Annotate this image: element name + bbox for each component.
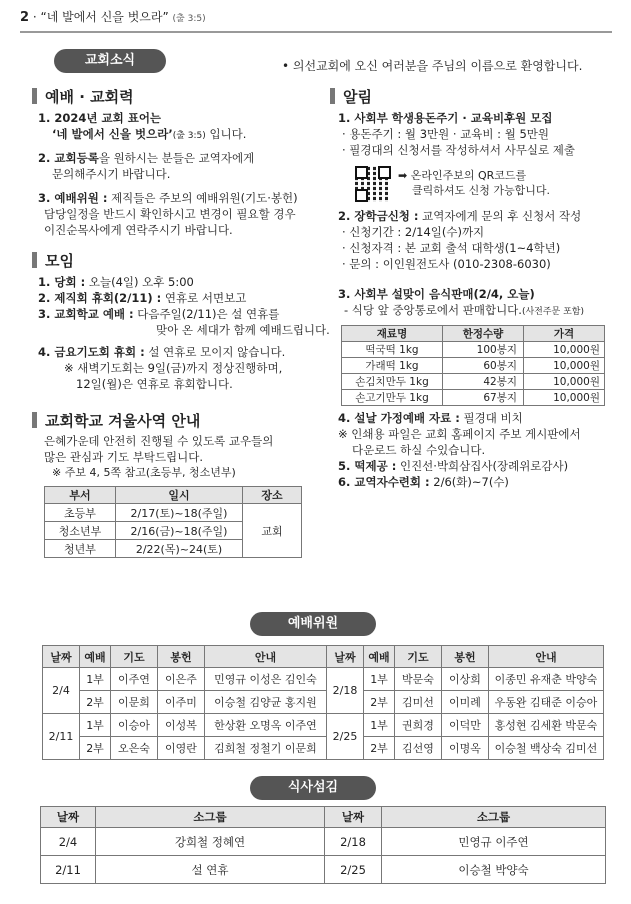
page-header — [20, 8, 206, 25]
duty-date: 2/4 — [43, 668, 80, 714]
notice-6-body: 2/6(화)~7(수) — [429, 475, 509, 489]
duty-service: 2부 — [80, 691, 111, 714]
food-item: 가래떡 1kg — [342, 358, 443, 374]
worship-item-2-body: 을 원하시는 분들은 교역자에게 — [98, 151, 255, 165]
duty-col-service: 예배 — [80, 646, 111, 668]
duty-usher: 한상환 오명옥 이주연 — [205, 714, 327, 737]
duty-prayer: 김미선 — [395, 691, 442, 714]
notice-2-contact: · 문의 : 이인원전도사 (010-2308-6030) — [342, 257, 551, 271]
duty-prayer: 권희경 — [395, 714, 442, 737]
winter-place: 교회 — [243, 504, 302, 558]
table-row — [342, 358, 605, 374]
qr-caption-2: 클릭하셔도 신청 가능합니다. — [412, 184, 551, 197]
duty-prayer: 김선영 — [395, 737, 442, 760]
duty-service: 2부 — [364, 737, 395, 760]
food-col-price: 가격 — [524, 326, 605, 342]
meal-col-date: 날짜 — [41, 807, 96, 828]
page-title: “네 발에서 신을 벗으라” — [40, 10, 169, 24]
notice-2-title: 2. 장학금신청 : — [338, 209, 419, 223]
motto-ref: (출 3:5) — [172, 131, 206, 141]
page-number: 2 — [20, 10, 30, 25]
qr-caption — [398, 168, 550, 198]
duty-col-usher: 안내 — [205, 646, 327, 668]
winter-col-date: 일시 — [116, 487, 243, 504]
food-price: 10,000원 — [524, 358, 605, 374]
winter-desc — [44, 433, 273, 481]
duty-offering: 이성복 — [158, 714, 205, 737]
winter-dept: 청소년부 — [45, 522, 116, 540]
duty-pill: 예배위원 — [250, 612, 376, 636]
food-price: 10,000원 — [524, 342, 605, 358]
welcome-text: • 의선교회에 오신 여러분을 주님의 이름으로 환영합니다. — [282, 59, 583, 73]
section-marker — [32, 88, 37, 104]
food-price: 10,000원 — [524, 390, 605, 406]
news-pill: 교회소식 — [54, 49, 166, 73]
notice-1-b: · 필경대의 신청서를 작성하셔서 사무실로 제출 — [342, 143, 576, 157]
notice-5-body: 인진선·박희삼집사(장례위로감사) — [396, 459, 569, 473]
food-qty: 42봉지 — [443, 374, 524, 390]
duty-service: 2부 — [364, 691, 395, 714]
duty-date: 2/25 — [327, 714, 364, 760]
notice-1-title: 1. 사회부 학생용돈주기 · 교육비후원 모집 — [338, 111, 553, 125]
notice-3-title: 3. 사회부 설맞이 음식판매(2/4, 오늘) — [338, 287, 535, 301]
table-row — [41, 828, 606, 856]
meal-table — [40, 806, 606, 884]
worship-item-1-tail: 입니다. — [205, 127, 247, 141]
duty-usher: 우동완 김태준 이승아 — [489, 691, 604, 714]
food-col-item: 재료명 — [342, 326, 443, 342]
duty-col-usher: 안내 — [489, 646, 604, 668]
winter-note: ※ 주보 4, 5쪽 참고(초등부, 청소년부) — [52, 466, 236, 479]
duty-offering: 이주미 — [158, 691, 205, 714]
food-item: 떡국떡 1kg — [342, 342, 443, 358]
winter-heading — [32, 410, 200, 431]
duty-col-date: 날짜 — [327, 646, 364, 668]
duty-offering: 이미례 — [442, 691, 489, 714]
duty-service: 1부 — [80, 714, 111, 737]
table-row — [43, 668, 604, 691]
notice-3-note: (사전주문 포함) — [521, 307, 585, 317]
winter-dept: 초등부 — [45, 504, 116, 522]
worship-item-2-title: 2. 교회등록 — [38, 151, 99, 165]
duty-prayer: 오은숙 — [111, 737, 158, 760]
meeting-item-4-title: 4. 금요기도회 휴회 : — [38, 345, 145, 359]
worship-item-3-body: 제직들은 주보의 예배위원(기도·봉헌) — [107, 191, 298, 205]
duty-offering: 이덕만 — [442, 714, 489, 737]
duty-usher: 이승철 김양균 홍지원 — [205, 691, 327, 714]
notice-4 — [338, 410, 581, 426]
meeting-item-4-body: 설 연휴로 모이지 않습니다. — [144, 345, 286, 359]
meeting-heading-text: 모임 — [45, 252, 74, 270]
duty-service: 1부 — [364, 668, 395, 691]
meeting-item-2-body: 연휴로 서면보고 — [161, 291, 247, 305]
meeting-list — [38, 274, 330, 392]
meal-group: 강희철 정혜연 — [96, 828, 325, 856]
table-row — [342, 342, 605, 358]
table-row — [41, 856, 606, 884]
notice-2-body: 교역자에게 문의 후 신청서 작성 — [418, 209, 582, 223]
notice-4to6 — [338, 410, 581, 490]
notice-heading — [330, 86, 372, 107]
winter-table — [44, 486, 302, 558]
table-row — [43, 737, 604, 760]
duty-offering: 이영란 — [158, 737, 205, 760]
meal-col-date: 날짜 — [325, 807, 382, 828]
food-qty: 60봉지 — [443, 358, 524, 374]
notice-2-eligibility: · 신청자격 : 본 교회 출석 대학생(1~4학년) — [342, 241, 561, 255]
qr-finder — [355, 189, 368, 202]
qr-caption-1: ➡ 온라인주보의 QR코드를 — [398, 169, 527, 182]
meeting-item-2 — [38, 290, 330, 306]
motto-text: ‘네 발에서 신을 벗으라’ — [52, 127, 173, 141]
qr-finder — [378, 166, 391, 179]
duty-offering: 이상희 — [442, 668, 489, 691]
meeting-item-3 — [38, 306, 330, 322]
worship-item-1-title: 1. 2024년 교회 표어는 — [38, 111, 162, 125]
meeting-heading — [32, 250, 74, 271]
notice-4-body: 필경대 비치 — [459, 411, 523, 425]
notice-1-a: · 용돈주기 : 월 3만원 · 교육비 : 월 5만원 — [342, 127, 550, 141]
duty-usher: 김희철 정철기 이문희 — [205, 737, 327, 760]
duty-col-date: 날짜 — [43, 646, 80, 668]
notice-4-note2: 다운로드 하실 수있습니다. — [352, 443, 486, 457]
worship-heading — [32, 86, 134, 107]
worship-item-1 — [38, 110, 246, 144]
notice-4-title: 4. 설날 가정예배 자료 : — [338, 411, 460, 425]
food-item: 손김치만두 1kg — [342, 374, 443, 390]
table-row — [45, 504, 302, 522]
notice-2-period: · 신청기간 : 2/14일(수)까지 — [342, 225, 485, 239]
meeting-item-4-note2: 12일(월)은 연휴로 휴회합니다. — [76, 377, 233, 391]
food-qty: 67봉지 — [443, 390, 524, 406]
notice-3 — [338, 286, 584, 320]
notice-5-title: 5. 떡제공 : — [338, 459, 397, 473]
meeting-item-3-title: 3. 교회학교 예배 : — [38, 307, 134, 321]
section-marker — [32, 412, 37, 428]
meal-col-group: 소그룹 — [382, 807, 606, 828]
duty-col-offering: 봉헌 — [442, 646, 489, 668]
meeting-item-1 — [38, 274, 330, 290]
meal-group: 민영규 이주연 — [382, 828, 606, 856]
worship-heading-text: 예배 · 교회력 — [45, 88, 134, 106]
winter-desc-1: 은혜가운데 안전히 진행될 수 있도록 교우들의 — [44, 434, 274, 448]
worship-item-3-body3: 이진순목사에게 연락주시기 바랍니다. — [44, 223, 233, 237]
winter-col-place: 장소 — [243, 487, 302, 504]
meal-date: 2/25 — [325, 856, 382, 884]
duty-usher: 민영규 이성은 김인숙 — [205, 668, 327, 691]
food-price: 10,000원 — [524, 374, 605, 390]
winter-col-dept: 부서 — [45, 487, 116, 504]
table-row — [342, 374, 605, 390]
notice-3-body: - 식당 앞 중앙통로에서 판매합니다. — [344, 303, 522, 317]
header-separator: · — [29, 10, 41, 24]
table-row — [342, 390, 605, 406]
page-title-ref: (출 3:5) — [172, 14, 206, 24]
meal-pill: 식사섬김 — [250, 776, 376, 800]
meal-date: 2/4 — [41, 828, 96, 856]
food-col-qty: 한정수량 — [443, 326, 524, 342]
duty-col-prayer: 기도 — [111, 646, 158, 668]
meeting-item-1-title: 1. 당회 : — [38, 275, 86, 289]
worship-item-2-body2: 문의해주시기 바랍니다. — [52, 167, 171, 181]
table-row — [43, 714, 604, 737]
meeting-item-4 — [38, 344, 330, 360]
notice-1 — [338, 110, 575, 158]
duty-col-prayer: 기도 — [395, 646, 442, 668]
duty-col-offering: 봉헌 — [158, 646, 205, 668]
winter-heading-text: 교회학교 겨울사역 안내 — [45, 412, 201, 430]
duty-prayer: 이주연 — [111, 668, 158, 691]
duty-usher: 홍성현 김세환 박문숙 — [489, 714, 604, 737]
meeting-item-4-note: ※ 새벽기도회는 9일(금)까지 정상진행하며, — [64, 361, 283, 375]
duty-date: 2/18 — [327, 668, 364, 714]
duty-offering: 이명옥 — [442, 737, 489, 760]
winter-date: 2/22(목)~24(토) — [116, 540, 243, 558]
winter-date: 2/17(토)~18(주일) — [116, 504, 243, 522]
notice-heading-text: 알림 — [343, 88, 372, 106]
notice-6-title: 6. 교역자수련회 : — [338, 475, 430, 489]
worship-item-3 — [38, 190, 298, 238]
qr-finder — [355, 166, 368, 179]
header-rule — [20, 31, 612, 33]
duty-service: 1부 — [364, 714, 395, 737]
duty-col-service: 예배 — [364, 646, 395, 668]
food-table — [341, 325, 605, 406]
meal-col-group: 소그룹 — [96, 807, 325, 828]
food-qty: 100봉지 — [443, 342, 524, 358]
section-marker — [330, 88, 335, 104]
notice-5 — [338, 458, 581, 474]
duty-date: 2/11 — [43, 714, 80, 760]
section-marker — [32, 252, 37, 268]
meeting-item-2-title: 2. 제직회 휴회(2/11) : — [38, 291, 162, 305]
duty-service: 2부 — [80, 737, 111, 760]
duty-offering: 이은주 — [158, 668, 205, 691]
meeting-item-3-body2: 맞아 온 세대가 함께 예배드립니다. — [156, 323, 330, 337]
table-row — [43, 691, 604, 714]
meeting-item-3-body: 다음주일(2/11)은 설 연휴를 — [133, 307, 280, 321]
winter-desc-2: 많은 관심과 기도 부탁드립니다. — [44, 450, 204, 464]
food-item: 손고기만두 1kg — [342, 390, 443, 406]
meeting-item-1-body: 오늘(4일) 오후 5:00 — [85, 275, 194, 289]
winter-dept: 청년부 — [45, 540, 116, 558]
winter-date: 2/16(금)~18(주일) — [116, 522, 243, 540]
meal-group: 이승철 박양숙 — [382, 856, 606, 884]
worship-item-2 — [38, 150, 254, 182]
notice-4-note: ※ 인쇄용 파일은 교회 홈페이지 주보 게시판에서 — [338, 427, 581, 441]
meal-group: 설 연휴 — [96, 856, 325, 884]
notice-2 — [338, 208, 581, 272]
worship-item-3-title: 3. 예배위원 : — [38, 191, 108, 205]
duty-usher: 이종민 유재춘 박양숙 — [489, 668, 604, 691]
duty-prayer: 박문숙 — [395, 668, 442, 691]
qr-code-icon[interactable] — [355, 166, 391, 202]
meal-date: 2/18 — [325, 828, 382, 856]
meal-date: 2/11 — [41, 856, 96, 884]
duty-service: 1부 — [80, 668, 111, 691]
duty-table — [42, 645, 604, 760]
duty-usher: 이승철 백상숙 김미선 — [489, 737, 604, 760]
worship-item-3-body2: 담당일정을 반드시 확인하시고 변경이 필요할 경우 — [44, 207, 296, 221]
duty-prayer: 이문희 — [111, 691, 158, 714]
notice-6 — [338, 474, 581, 490]
duty-prayer: 이승아 — [111, 714, 158, 737]
